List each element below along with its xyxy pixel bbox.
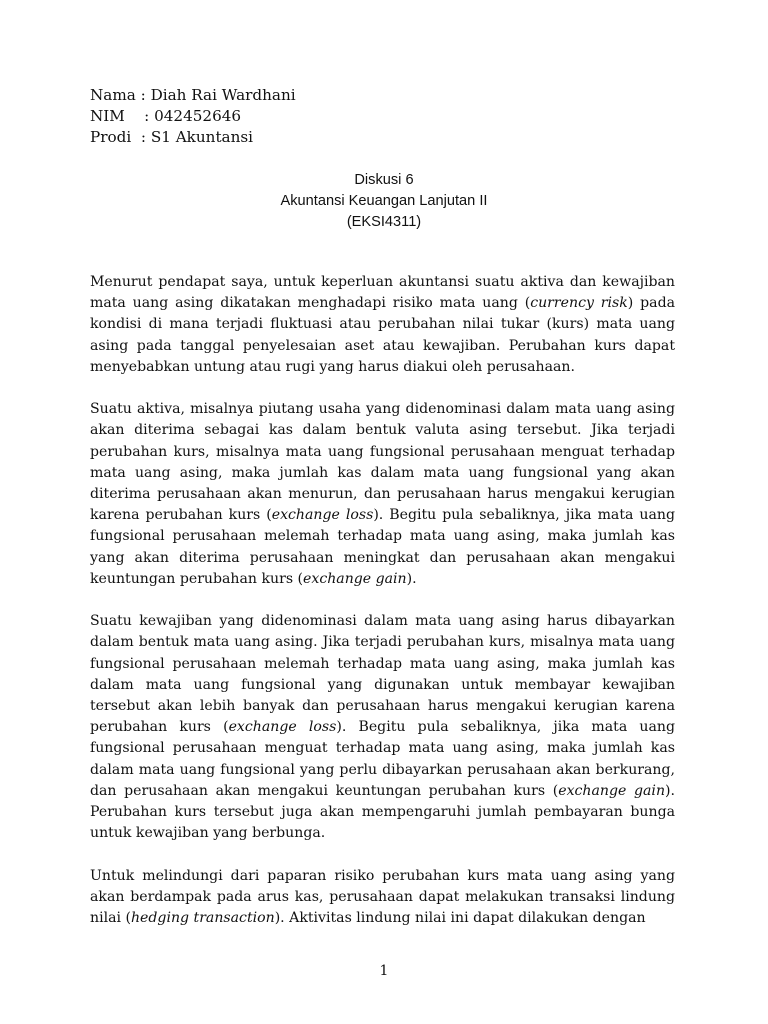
paragraph-2 (90, 399, 675, 590)
paragraph-2-italic-term-1: exchange loss (271, 507, 374, 524)
paragraph-3-text-c: ). Begitu pula sebaliknya, jika mata uang fungsional perusahaan menguat terhadap mata uang asing, maka jumlah kas dalam mata uang fungsional yang perlu dibayarkan perusahaan akan berkurang, dan perusahaan akan mengakui keuntungan perubahan kurs ( (90, 719, 675, 799)
document-heading (0, 170, 768, 233)
nim-label: NIM : (90, 107, 155, 125)
paragraph-1-italic-term: currency risk (530, 295, 628, 312)
name-row (90, 85, 296, 106)
heading-course-code: (EKSI4311) (346, 214, 422, 230)
name-label: Nama : (90, 86, 151, 104)
page-number: 1 (379, 963, 389, 979)
paragraph-2-italic-term-2: exchange gain (303, 570, 407, 587)
paragraph-2-text-c: ). Begitu pula sebaliknya, jika mata uang fungsional perusahaan melemah terhadap mata uang asing, maka jumlah kas yang akan diterima perusahaan meningkat dan perusahaan akan mengakui keuntungan perubahan kurs ( (90, 507, 675, 587)
paragraph-1-text-a: Menurut pendapat saya, untuk keperluan akuntansi suatu aktiva dan kewajiban mata uang asing dikatakan menghadapi risiko mata uang ( (90, 274, 675, 312)
prodi-value: S1 Akuntansi (150, 128, 254, 146)
paragraph-2-text-a: Suatu aktiva, misalnya piutang usaha yang didenominasi dalam mata uang asing akan diterima sebagai kas dalam bentuk valuta asing tersebut. Jika terjadi perubahan kurs, misalnya mata uang fungsional perusahaan menguat terhadap mata uang asing, maka jumlah kas dalam mata uang fungsional yang akan diterima perusahaan akan menurun, dan perusahaan harus mengakui kerugian karena perubahan kurs ( (90, 401, 675, 524)
nim-value: 042452646 (154, 107, 242, 125)
document-body (90, 272, 675, 929)
heading-course-title: Akuntansi Keuangan Lanjutan II (280, 193, 488, 209)
paragraph-4-text-c: ). Aktivitas lindung nilai ini dapat dilakukan dengan (274, 910, 646, 927)
student-identity-block (90, 85, 296, 148)
heading-discussion-number: Diskusi 6 (354, 172, 414, 188)
paragraph-2-text-e: ). (406, 570, 417, 587)
paragraph-3-text-a: Suatu kewajiban yang didenominasi dalam mata uang asing harus dibayarkan dalam bentuk mata uang asing. Jika terjadi perubahan kurs, misalnya mata uang fungsional perusahaan melemah terhadap mata uang asing, maka jumlah kas dalam mata uang fungsional yang digunakan untuk membayar kewajiban tersebut akan lebih banyak dan perusahaan harus mengakui kerugian karena perubahan kurs ( (90, 613, 675, 736)
prodi-row (90, 127, 296, 148)
paragraph-3 (90, 611, 675, 844)
paragraph-1-text-c: ) pada kondisi di mana terjadi fluktuasi atau perubahan nilai tukar (kurs) mata uang asing pada tanggal penyelesaian aset atau kewajiban. Perubahan kurs dapat menyebabkan untung atau rugi yang harus diakui oleh perusahaan. (90, 295, 675, 375)
paragraph-4-italic-term: hedging transaction (130, 910, 275, 927)
prodi-label: Prodi : (90, 128, 151, 146)
paragraph-1 (90, 272, 675, 378)
paragraph-3-italic-term-1: exchange loss (228, 719, 337, 736)
paragraph-4-text-a: Untuk melindungi dari paparan risiko perubahan kurs mata uang asing yang akan berdampak pada arus kas, perusahaan dapat melakukan transaksi lindung nilai ( (90, 867, 675, 927)
paragraph-3-italic-term-2: exchange gain (558, 782, 666, 799)
paragraph-4 (90, 866, 675, 930)
name-value: Diah Rai Wardhani (150, 86, 296, 104)
paragraph-3-text-e: ). Perubahan kurs tersebut juga akan mempengaruhi jumlah pembayaran bunga untuk kewajiban yang berbunga. (90, 782, 676, 842)
nim-row (90, 106, 296, 127)
